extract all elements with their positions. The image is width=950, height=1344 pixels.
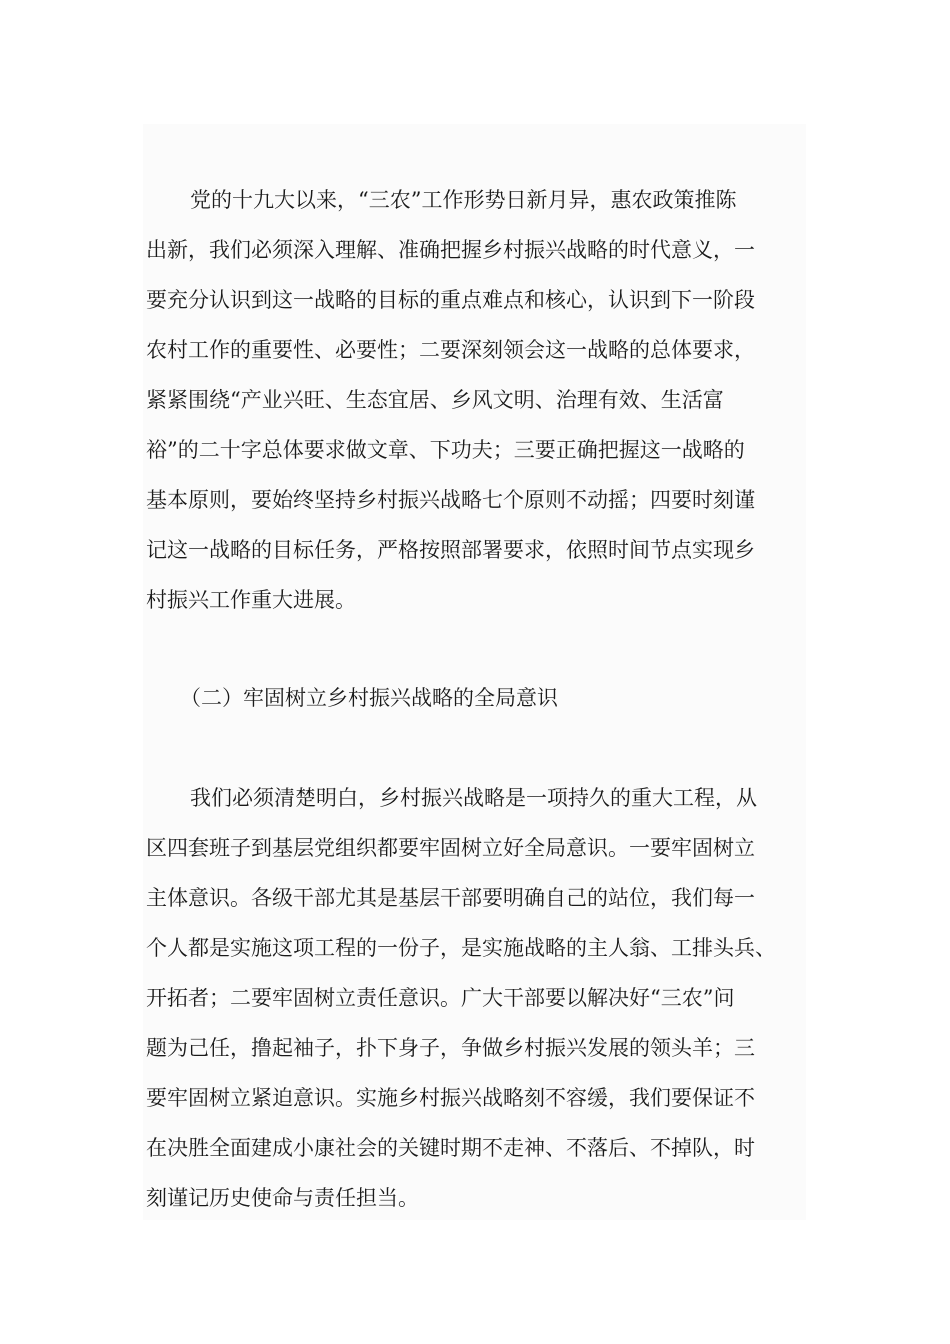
paragraph-2-line: 要牢固树立紧迫意识。实施乡村振兴战略刻不容缓，我们要保证不 bbox=[146, 1086, 755, 1110]
paragraph-2-line: 个人都是实施这项工程的一份子，是实施战略的主人翁、工排头兵、 bbox=[146, 936, 776, 960]
paragraph-2-line: 我们必须清楚明白，乡村振兴战略是一项持久的重大工程，从 bbox=[190, 786, 757, 810]
paragraph-2-line: 开拓者；二要牢固树立责任意识。广大干部要以解决好“三农”问 bbox=[146, 986, 735, 1010]
paragraph-1-line: 村振兴工作重大进展。 bbox=[146, 588, 356, 612]
section-heading: （二）牢固树立乡村振兴战略的全局意识 bbox=[180, 686, 558, 710]
paragraph-1-line: 紧紧围绕“产业兴旺、生态宜居、乡风文明、治理有效、生活富 bbox=[146, 388, 724, 412]
paragraph-1-line: 裕”的二十字总体要求做文章、下功夫；三要正确把握这一战略的 bbox=[146, 438, 745, 462]
paragraph-2-line: 在决胜全面建成小康社会的关键时期不走神、不落后、不掉队，时 bbox=[146, 1136, 755, 1160]
paragraph-2-line: 区四套班子到基层党组织都要牢固树立好全局意识。一要牢固树立 bbox=[146, 836, 755, 860]
paragraph-2-line: 刻谨记历史使命与责任担当。 bbox=[146, 1186, 419, 1210]
paragraph-2-line: 主体意识。各级干部尤其是基层干部要明确自己的站位，我们每一 bbox=[146, 886, 755, 910]
paragraph-1-line: 要充分认识到这一战略的目标的重点难点和核心，认识到下一阶段 bbox=[146, 288, 755, 312]
paragraph-1-line: 农村工作的重要性、必要性；二要深刻领会这一战略的总体要求， bbox=[146, 338, 755, 362]
paragraph-1-line: 基本原则，要始终坚持乡村振兴战略七个原则不动摇；四要时刻谨 bbox=[146, 488, 755, 512]
paragraph-1-line: 出新，我们必须深入理解、准确把握乡村振兴战略的时代意义，一 bbox=[146, 238, 755, 262]
paragraph-1-line: 党的十九大以来，“三农”工作形势日新月异，惠农政策推陈 bbox=[190, 188, 737, 212]
paragraph-1-line: 记这一战略的目标任务，严格按照部署要求，依照时间节点实现乡 bbox=[146, 538, 755, 562]
paragraph-2-line: 题为己任，撸起袖子，扑下身子，争做乡村振兴发展的领头羊；三 bbox=[146, 1036, 755, 1060]
